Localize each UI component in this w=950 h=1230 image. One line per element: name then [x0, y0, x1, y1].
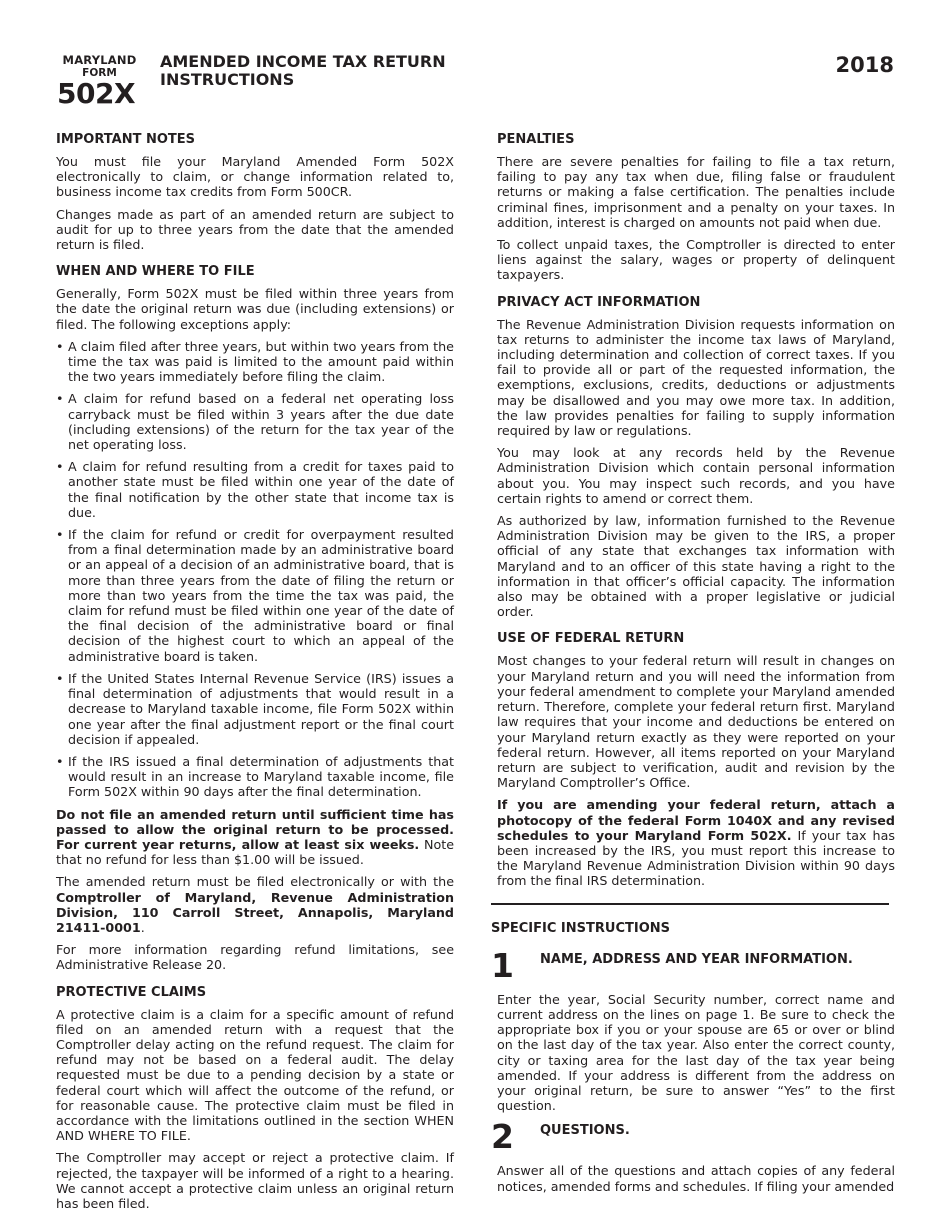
document-title: [160, 53, 490, 89]
step-number: 2: [491, 1117, 514, 1157]
paragraph: Most changes to your federal return will result in changes on your Maryland return and you will need the information from your federal amendment to complete your Maryland amended return. Therefore, complete your federal return first. Maryland law requires that your income and deductions be entered on your Maryland return exactly as they were reported on your federal return. However, all items reported on your Maryland return are subject to verification, audit and revision by the Maryland Comptroller’s Office.: [497, 653, 895, 791]
right-column: [491, 132, 895, 1201]
exceptions-list: [56, 339, 454, 800]
warning-bold-text: Do not file an amended return until sufficient time has passed to allow the original return to be processed. For current year returns, allow at least six weeks.: [56, 806, 454, 852]
list-item: • A claim filed after three years, but within two years from the time the tax was paid is limited to the amount paid within the two years immediately before filing the claim.: [56, 339, 454, 385]
title-line-1: AMENDED INCOME TAX RETURN: [160, 52, 446, 71]
paragraph: Changes made as part of an amended return are subject to audit for up to three years from the date that the amended return is filed.: [56, 206, 454, 253]
important-notes-section: [56, 132, 454, 252]
step-title: QUESTIONS.: [540, 1123, 630, 1139]
paragraph: As authorized by law, information furnished to the Revenue Administration Division may be given to the IRS, a proper official of any state that exchanges tax information with Maryland and to an officer of this state having a right to the information in that officer’s official capacity. The information also may be obtained with a proper legislative or judicial order.: [497, 513, 895, 620]
federal-return-section: [497, 631, 895, 888]
paragraph: Answer all of the questions and attach copies of any federal notices, amended forms and schedules. If filing your amended: [497, 1163, 895, 1194]
paragraph: A protective claim is a claim for a specific amount of refund filed on an amended return with a request that the Comptroller delay acting on the refund request. The claim for refund may not be based on a federal audit. The delay requested must be due to a pending decision by a state or federal court which will affect the outcome of the refund, or for reasonable cause. The protective claim must be filed in accordance with the limitations outlined in the section WHEN AND WHERE TO FILE.: [56, 1006, 454, 1144]
paragraph: Enter the year, Social Security number, correct name and current address on the lines on page 1. Be sure to check the appropriate box if you or your spouse are 65 or over or blind on the last day of the tax year. Also enter the correct county, city or taxing area for the last day of the tax year being amended. If your address is different from the address on your original return, be sure to answer “Yes” to the first question.: [497, 991, 895, 1114]
when-where-section: [56, 264, 454, 972]
section-heading: PRIVACY ACT INFORMATION: [497, 294, 701, 310]
state-name: MARYLAND: [62, 53, 137, 67]
protective-claims-section: [56, 985, 454, 1212]
paragraph: You may look at any records held by the Revenue Administration Division which contain personal information about you. You may inspect such records, and you have certain rights to amend or correct them.: [497, 445, 895, 506]
paragraph: The Revenue Administration Division requests information on tax returns to administer the income tax laws of Maryland, including determination and collection of correct taxes. If you fail to provide all or part of the requested information, the exemptions, exclusions, credits, deductions or adjustments may be disallowed and you may owe more tax. In addition, the law provides penalties for failing to supply information required by law or regulations.: [497, 316, 895, 439]
list-item: • If the United States Internal Revenue Service (IRS) issues a final determination of adjustments that would result in a decrease to Maryland taxable income, file Form 502X within one year after the final adjustment report or the final court decision if appealed.: [56, 671, 454, 747]
paragraph: The Comptroller may accept or reject a protective claim. If rejected, the taxpayer will be informed of a right to a hearing. We cannot accept a protective claim unless an original return has been filed.: [56, 1150, 454, 1211]
privacy-act-section: [497, 295, 895, 620]
tax-year: 2018: [835, 53, 894, 77]
section-heading: USE OF FEDERAL RETURN: [497, 631, 685, 647]
list-item: • A claim for refund based on a federal net operating loss carryback must be filed within 3 years after the due date (including extensions) of the return for the tax year of the net operating loss.: [56, 391, 454, 452]
address-end: .: [140, 919, 145, 935]
list-item: • A claim for refund resulting from a credit for taxes paid to another state must be filed within one year of the date of the final notification by the other state that income tax is due.: [56, 459, 454, 520]
left-column: [56, 132, 454, 1223]
address-intro: The amended return must be filed electronically or with the: [56, 874, 454, 890]
section-heading: PENALTIES: [497, 132, 575, 147]
step-number: 1: [491, 945, 514, 985]
section-heading: WHEN AND WHERE TO FILE: [56, 264, 255, 280]
attach-copy-notice: If you are amending your federal return, attach a photocopy of the federal Form 1040X and any revised schedules to your Maryland Form 502X.: [497, 797, 895, 843]
penalties-section: [497, 132, 895, 283]
address-paragraph: [56, 874, 454, 935]
section-divider: [491, 903, 889, 905]
paragraph: You must file your Maryland Amended Form 502X electronically to claim, or change information related to, business income tax credits from Form 500CR.: [56, 154, 454, 200]
section-heading: SPECIFIC INSTRUCTIONS: [491, 920, 670, 936]
mailing-address: Comptroller of Maryland, Revenue Administration Division, 110 Carroll Street, Annapolis, Maryland 21411-0001: [56, 889, 454, 935]
step-title: NAME, ADDRESS AND YEAR INFORMATION.: [540, 951, 853, 967]
warning-paragraph: [56, 807, 454, 868]
step-2-header: [491, 1117, 895, 1159]
specific-instructions-section: [491, 920, 895, 1194]
list-item: • If the claim for refund or credit for overpayment resulted from a final determination made by an administrative board or an appeal of a decision of an administrative board, that is more than three years from the date of filing the return or more than two years from the time the tax was paid, the claim for refund must be filed within one year of the date of the final decision of the administrative board or final decision of the highest court to which an appeal of the administrative board is taken.: [56, 527, 454, 664]
list-item: • If the IRS issued a final determination of adjustments that would result in an increase to Maryland taxable income, file Form 502X within 90 days after the final determination.: [56, 754, 454, 800]
paragraph: Generally, Form 502X must be filed within three years from the date the original return was due (including extensions) or filed. The following exceptions apply:: [56, 286, 454, 332]
paragraph-text: If your tax has been increased by the IRS, you must report this increase to the Maryland Revenue Administration Division within 90 days from the final IRS determination.: [497, 827, 895, 889]
section-heading: PROTECTIVE CLAIMS: [56, 984, 207, 1000]
form-identifier: [57, 55, 142, 108]
section-heading: IMPORTANT NOTES: [56, 132, 196, 147]
paragraph: [497, 797, 895, 888]
step-1-header: [491, 945, 895, 988]
paragraph: For more information regarding refund limitations, see Administrative Release 20.: [56, 942, 454, 973]
paragraph: To collect unpaid taxes, the Comptroller is directed to enter liens against the salary, wages or property of delinquent taxpayers.: [497, 237, 895, 283]
form-label: FORM: [82, 66, 117, 79]
form-number: 502X: [57, 77, 136, 110]
title-line-2: INSTRUCTIONS: [160, 70, 295, 89]
warning-text: Note that no refund for less than $1.00 will be issued.: [56, 836, 454, 868]
paragraph: There are severe penalties for failing to file a tax return, failing to pay any tax when due, filing false or fraudulent returns or making a false certification. The penalties include criminal fines, imprisonment and a penalty on your taxes. In addition, interest is charged on amounts not paid when due.: [497, 154, 895, 230]
